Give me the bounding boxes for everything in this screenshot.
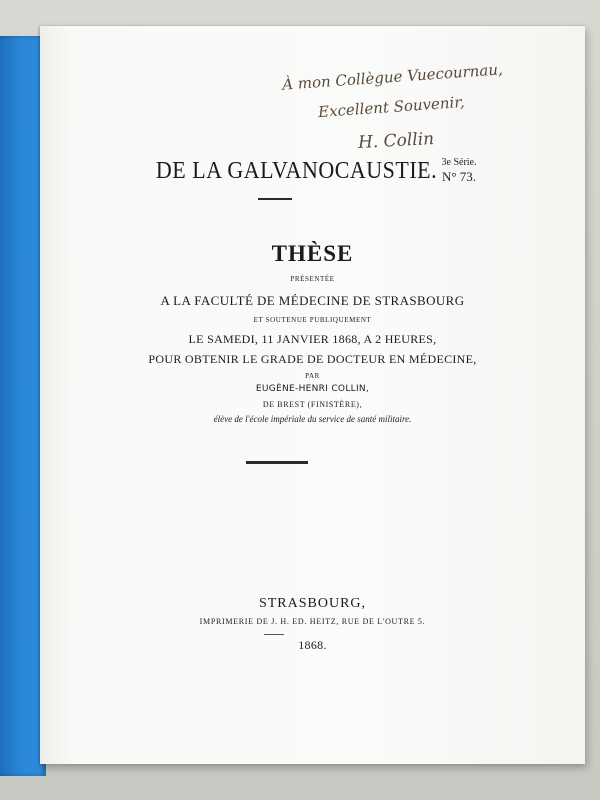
inscription-line-1: À mon Collègue Vuecournau, <box>281 60 504 94</box>
printer-text: IMPRIMERIE DE J. H. ED. HEITZ, RUE DE L'OUTRE 5. <box>199 617 426 626</box>
document-title: DE LA GALVANOCAUSTIE. <box>155 155 438 184</box>
section-rule <box>246 461 308 464</box>
author-name: EUGÈNE-HENRI COLLIN, <box>255 384 370 394</box>
these-heading: THÈSE <box>271 241 354 266</box>
inscription-signature: H. Collin <box>357 129 435 153</box>
student-line: élève de l'école impériale du service de santé militaire. <box>213 414 412 424</box>
by-text: PAR <box>305 372 320 380</box>
purpose-line: POUR OBTENIR LE GRADE DE DOCTEUR EN MÉDECINE, <box>148 352 477 366</box>
series-number: N° 73. <box>441 169 477 184</box>
faculty-text: A LA FACULTÉ DE MÉDECINE DE STRASBOURG <box>160 293 465 308</box>
bleed-through: — <box>340 229 349 239</box>
defended-text: ET SOUTENUE PUBLIQUEMENT <box>253 316 372 324</box>
author-origin: DE BREST (FINISTÈRE), <box>262 400 363 409</box>
title-rule <box>258 198 292 200</box>
date-line: LE SAMEDI, 11 JANVIER 1868, A 2 HEURES, <box>188 332 437 346</box>
year-text: 1868. <box>298 638 327 652</box>
series-label: 3e Série. <box>441 157 477 168</box>
presented-text: PRÉSENTÉE <box>290 275 335 283</box>
imprint-rule <box>264 634 284 635</box>
city-text: STRASBOURG, <box>258 596 367 611</box>
title-page <box>40 26 585 764</box>
series-box <box>433 157 485 185</box>
inscription-line-2: Excellent Souvenir, <box>317 92 466 122</box>
